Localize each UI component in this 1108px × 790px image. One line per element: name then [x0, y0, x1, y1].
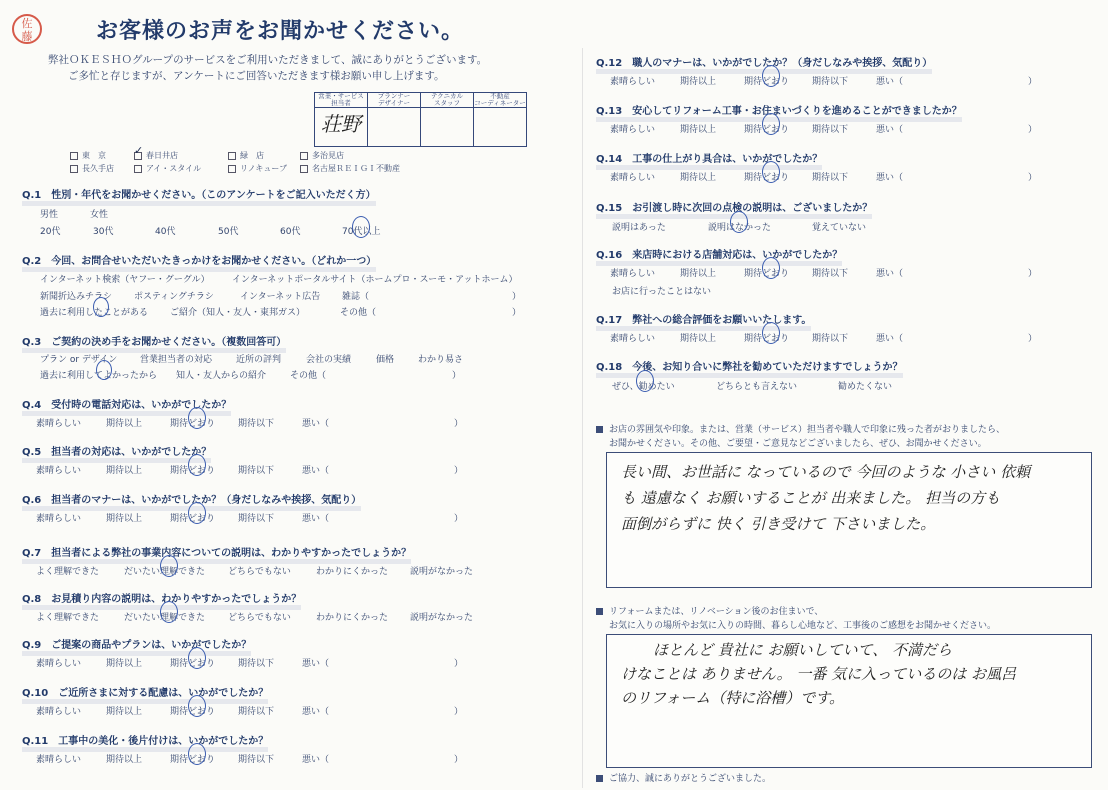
option[interactable]: 悪い（ [302, 419, 330, 429]
option: ） [512, 308, 522, 318]
staff-header-planner: プランナー デザイナー [368, 93, 421, 108]
store-midori[interactable]: 緑 店 [228, 150, 264, 161]
staff-cell-technical[interactable] [421, 108, 474, 147]
option[interactable]: 素晴らしい [36, 514, 82, 524]
option[interactable]: 悪い（ [876, 334, 904, 344]
comment2-textarea[interactable] [606, 634, 1092, 768]
option-selected[interactable]: 期待どおり [744, 334, 790, 344]
option[interactable]: 素晴らしい [36, 419, 82, 429]
store-reigi[interactable]: 名古屋ＲＥＩＧＩ不動産 [300, 163, 400, 174]
option[interactable]: 素晴らしい [610, 77, 656, 87]
comment1-prompt-1: お店の雰囲気や印象。または、営業（サービス）担当者や職人で印象に残った者がおりましたら、 [596, 422, 1005, 435]
option-selected[interactable]: 期待どおり [170, 466, 216, 476]
option-selected[interactable]: 期待どおり [170, 514, 216, 524]
option[interactable]: 期待以下 [238, 514, 275, 524]
staff-header-technical: テクニカル スタッフ [421, 93, 474, 108]
answer-circle [160, 601, 178, 623]
store-nagakute[interactable]: 長久手店 [70, 163, 114, 174]
question-q14: Q.14 工事の仕上がり具合は、いかがでしたか？ [596, 150, 822, 170]
option[interactable]: 悪い（ [302, 514, 330, 524]
intro-line-2: ご多忙と存じますが、アンケートにご回答いただきます様お願い申し上げます。 [68, 70, 445, 82]
option[interactable]: その他（ [340, 308, 377, 318]
option[interactable]: 知人・友人からの紹介 [176, 371, 267, 381]
comment1-prompt-2: お聞かせください。その他、ご要望・ご意見などございましたら、ぜひ、お聞かせください。 [609, 439, 987, 449]
option[interactable]: 悪い（ [302, 466, 330, 476]
option[interactable]: わかりにくかった [316, 567, 389, 577]
option[interactable]: 悪い（ [876, 77, 904, 87]
question-q10: Q.10 ご近所さまに対する配慮は、いかがでしたか？ [22, 684, 268, 704]
option[interactable]: 悪い（ [302, 659, 330, 669]
option-selected[interactable]: 過去に利用してよかったから [40, 371, 158, 381]
option[interactable]: 30代 [93, 227, 114, 237]
answer-circle [762, 257, 780, 279]
seal-stamp: 佐 藤 [12, 14, 42, 44]
staff-cell-realestate[interactable] [474, 108, 527, 147]
option[interactable]: 価格 [376, 355, 395, 365]
option-selected[interactable]: 説明はなかった [708, 223, 772, 233]
option: ） [454, 659, 464, 669]
answer-circle [762, 65, 780, 87]
option[interactable]: 覚えていない [812, 223, 867, 233]
option-selected[interactable]: だいたい理解できた [124, 613, 206, 623]
option[interactable]: 20代 [40, 227, 61, 237]
option-selected[interactable]: 期待どおり [170, 419, 216, 429]
option[interactable]: 悪い（ [876, 269, 904, 279]
answer-circle [188, 695, 206, 717]
option-selected[interactable]: だいたい理解できた [124, 567, 206, 577]
option[interactable]: 期待以上 [106, 755, 143, 765]
comment2-line-1: ほとんど 貴社に お願いしていて、 不満だら [653, 641, 953, 659]
option-selected[interactable]: ぜひ、勧めたい [612, 382, 675, 392]
comment2-line-2: けなことは ありません。 一番 気に入っているのは お風呂 [621, 665, 1016, 683]
option[interactable]: 説明がなかった [410, 567, 474, 577]
option: ） [1028, 77, 1038, 87]
answer-circle [188, 743, 206, 765]
option: ） [1028, 173, 1038, 183]
question-q9: Q.9 ご提案の商品やプランは、いかがでしたか？ [22, 636, 251, 656]
option[interactable]: 60代 [280, 227, 301, 237]
option[interactable]: 40代 [155, 227, 176, 237]
option[interactable]: インターネット広告 [240, 292, 321, 302]
comment1-line-1: 長い間、お世話に なっているので 今回のような 小さい 依頼 [621, 463, 1031, 481]
option[interactable]: 悪い（ [876, 125, 904, 135]
option: ） [454, 514, 464, 524]
option[interactable]: インターネットポータルサイト（ホームプロ・スーモ・アットホーム） [232, 275, 518, 285]
option: ） [1028, 334, 1038, 344]
option[interactable]: どちらでもない [228, 613, 291, 623]
answer-circle [188, 454, 206, 476]
option: ） [454, 466, 464, 476]
option[interactable]: 営業担当者の対応 [140, 355, 213, 365]
option-selected[interactable]: 期待どおり [744, 173, 790, 183]
option[interactable]: 近所の評判 [236, 355, 282, 365]
question-q4: Q.4 受付時の電話対応は、いかがでしたか？ [22, 396, 231, 416]
answer-circle [730, 211, 748, 233]
option[interactable]: 期待以上 [680, 334, 717, 344]
intro-line-1: 弊社ＯＫＥＳＨＯグループのサービスをご利用いただきまして、誠にありがとうございます。 [48, 54, 488, 66]
comment2-prompt-1: リフォームまたは、リノベーション後のお住まいで、 [596, 604, 823, 617]
option[interactable]: 期待以上 [106, 659, 143, 669]
option: ） [1028, 269, 1038, 279]
option[interactable]: ご紹介（知人・友人・東邦ガス） [170, 308, 306, 318]
question-q12: Q.12 職人のマナーは、いかがでしたか？（身だしなみや挨拶、気配り） [596, 54, 932, 74]
question-q18: Q.18 今後、お知り合いに弊社を勧めていただけますでしょうか？ [596, 358, 903, 378]
option[interactable]: 期待以下 [812, 77, 849, 87]
staff-cell-planner[interactable] [368, 108, 421, 147]
option[interactable]: どちらでもない [228, 567, 291, 577]
comment2-line-3: のリフォーム（特に浴槽）です。 [621, 689, 845, 707]
option[interactable]: よく理解できた [36, 613, 100, 623]
store-tajimi[interactable]: 多治見店 [300, 150, 344, 161]
option[interactable]: 勧めたくない [838, 382, 893, 392]
page-title: お客様のお声をお聞かせください。 [96, 19, 465, 44]
option[interactable]: 素晴らしい [36, 755, 82, 765]
comment1-line-2: も 遠慮なく お願いすることが 出来ました。 担当の方も [621, 489, 1001, 507]
option[interactable]: インターネット検索（ヤフー・グーグル） [40, 275, 210, 285]
question-q11: Q.11 工事中の美化・後片付けは、いかがでしたか？ [22, 732, 268, 752]
option[interactable]: 期待以上 [680, 173, 717, 183]
answer-circle [636, 370, 654, 392]
staff-signature: 荘野 [321, 112, 361, 136]
option-selected[interactable]: 期待どおり [170, 659, 216, 669]
option[interactable]: 新聞折込みチラシ [40, 292, 113, 302]
option[interactable]: 期待以下 [238, 659, 275, 669]
checkmark-icon: ✓ [134, 144, 144, 157]
option[interactable]: 期待以上 [680, 125, 717, 135]
question-q8: Q.8 お見積り内容の説明は、わかりやすかったでしょうか？ [22, 590, 301, 610]
option[interactable]: 期待以上 [106, 707, 143, 717]
option-selected[interactable]: 期待どおり [744, 77, 790, 87]
question-q7: Q.7 担当者による弊社の事業内容についての説明は、わかりやすかったでしょうか？ [22, 544, 411, 564]
option-selected[interactable]: 期待どおり [744, 125, 790, 135]
question-q5: Q.5 担当者の対応は、いかがでしたか？ [22, 443, 211, 463]
option: ） [454, 755, 464, 765]
option[interactable]: 会社の実績 [306, 355, 352, 365]
option-selected[interactable]: 過去に利用したことがある [40, 308, 149, 318]
store-renocube[interactable]: リノキューブ [228, 163, 287, 174]
option[interactable]: 素晴らしい [36, 466, 82, 476]
option[interactable]: わかり易さ [418, 355, 464, 365]
option: ） [1028, 125, 1038, 135]
option-selected[interactable]: 期待どおり [170, 755, 216, 765]
answer-circle [352, 216, 370, 238]
option[interactable]: 男性 [40, 210, 59, 220]
option[interactable]: 期待以下 [812, 125, 849, 135]
option[interactable]: 期待以上 [106, 514, 143, 524]
option-selected[interactable]: 70代以上 [342, 227, 381, 237]
option[interactable]: 期待以上 [680, 269, 717, 279]
option[interactable]: その他（ [290, 371, 327, 381]
option[interactable]: 素晴らしい [36, 659, 82, 669]
answer-circle [188, 407, 206, 429]
answer-circle [762, 113, 780, 135]
option[interactable]: 悪い（ [876, 173, 904, 183]
option[interactable]: よく理解できた [36, 567, 100, 577]
option[interactable]: わかりにくかった [316, 613, 389, 623]
answer-circle [762, 322, 780, 344]
option: ） [512, 292, 522, 302]
comment1-textarea[interactable] [606, 452, 1092, 588]
store-kasugai[interactable]: 春日井店 [134, 150, 178, 161]
option[interactable]: 期待以下 [812, 334, 849, 344]
question-q6: Q.6 担当者のマナーは、いかがでしたか？（身だしなみや挨拶、気配り） [22, 491, 361, 511]
option[interactable]: 女性 [90, 210, 109, 220]
option-selected[interactable]: 期待どおり [170, 707, 216, 717]
option[interactable]: 素晴らしい [610, 334, 656, 344]
store-tokyo[interactable]: 東 京 [70, 150, 106, 161]
question-q17: Q.17 弊社への総合評価をお願いいたします。 [596, 311, 811, 331]
option[interactable]: 期待以下 [238, 466, 275, 476]
staff-header-sales: 営業・サービス 担当者 [315, 93, 368, 108]
answer-circle [188, 502, 206, 524]
option[interactable]: 素晴らしい [610, 269, 656, 279]
answer-circle [762, 161, 780, 183]
comment1-line-3: 面倒がらずに 快く 引き受けて 下さいました。 [621, 515, 936, 533]
answer-circle [96, 360, 112, 380]
option: ） [454, 707, 464, 717]
option[interactable]: 期待以上 [106, 466, 143, 476]
question-q13: Q.13 安心してリフォーム工事・お住まいづくりを進めることができましたか？ [596, 102, 962, 122]
option[interactable]: 期待以下 [238, 419, 275, 429]
comment2-prompt-2: お気に入りの場所やお気に入りの時間、暮らし心地など、工事後のご感想をお聞かせください。 [609, 621, 997, 631]
option[interactable]: 素晴らしい [610, 173, 656, 183]
option: ） [454, 419, 464, 429]
option[interactable]: お店に行ったことはない [612, 287, 712, 297]
option[interactable]: 悪い（ [302, 707, 330, 717]
option[interactable]: 期待以下 [238, 755, 275, 765]
option[interactable]: 説明はあった [612, 223, 666, 233]
option[interactable]: 50代 [218, 227, 239, 237]
option[interactable]: 期待以上 [680, 77, 717, 87]
option[interactable]: どちらとも言えない [716, 382, 798, 392]
staff-header-realestate: 不動産 コーディネーター [474, 92, 526, 107]
option[interactable]: プラン or デザイン [40, 355, 118, 365]
question-q16: Q.16 来店時における店舗対応は、いかがでしたか？ [596, 246, 842, 266]
option[interactable]: 素晴らしい [610, 125, 656, 135]
option: ） [452, 371, 462, 381]
column-divider [582, 48, 583, 788]
staff-signature-cell[interactable] [315, 108, 368, 147]
answer-circle [188, 647, 206, 669]
option-selected[interactable]: 期待どおり [744, 269, 790, 279]
question-q2: Q.2 今回、お問合せいただいたきっかけをお聞かせください。（どれか一つ） [22, 252, 376, 272]
question-q1: Q.1 性別・年代をお聞かせください。（このアンケートをご記入いただく方） [22, 186, 376, 206]
option[interactable]: 悪い（ [302, 755, 330, 765]
option[interactable]: 期待以上 [106, 419, 143, 429]
question-q15: Q.15 お引渡し時に次回の点検の説明は、ございましたか？ [596, 199, 872, 219]
option[interactable]: 素晴らしい [36, 707, 82, 717]
answer-circle [160, 555, 178, 577]
store-istyle[interactable]: アイ・スタイル [134, 163, 201, 174]
footer-thanks: ご協力、誠にありがとうございました。 [596, 771, 771, 784]
option[interactable]: 期待以下 [238, 707, 275, 717]
option[interactable]: ポスティングチラシ [134, 292, 214, 302]
answer-circle [93, 297, 109, 317]
option[interactable]: 説明がなかった [410, 613, 474, 623]
option[interactable]: 期待以下 [812, 269, 849, 279]
question-q3: Q.3 ご契約の決め手をお聞かせください。（複数回答可） [22, 333, 286, 353]
option[interactable]: 雑誌（ [342, 292, 370, 302]
staff-table [314, 92, 527, 147]
option[interactable]: 期待以下 [812, 173, 849, 183]
